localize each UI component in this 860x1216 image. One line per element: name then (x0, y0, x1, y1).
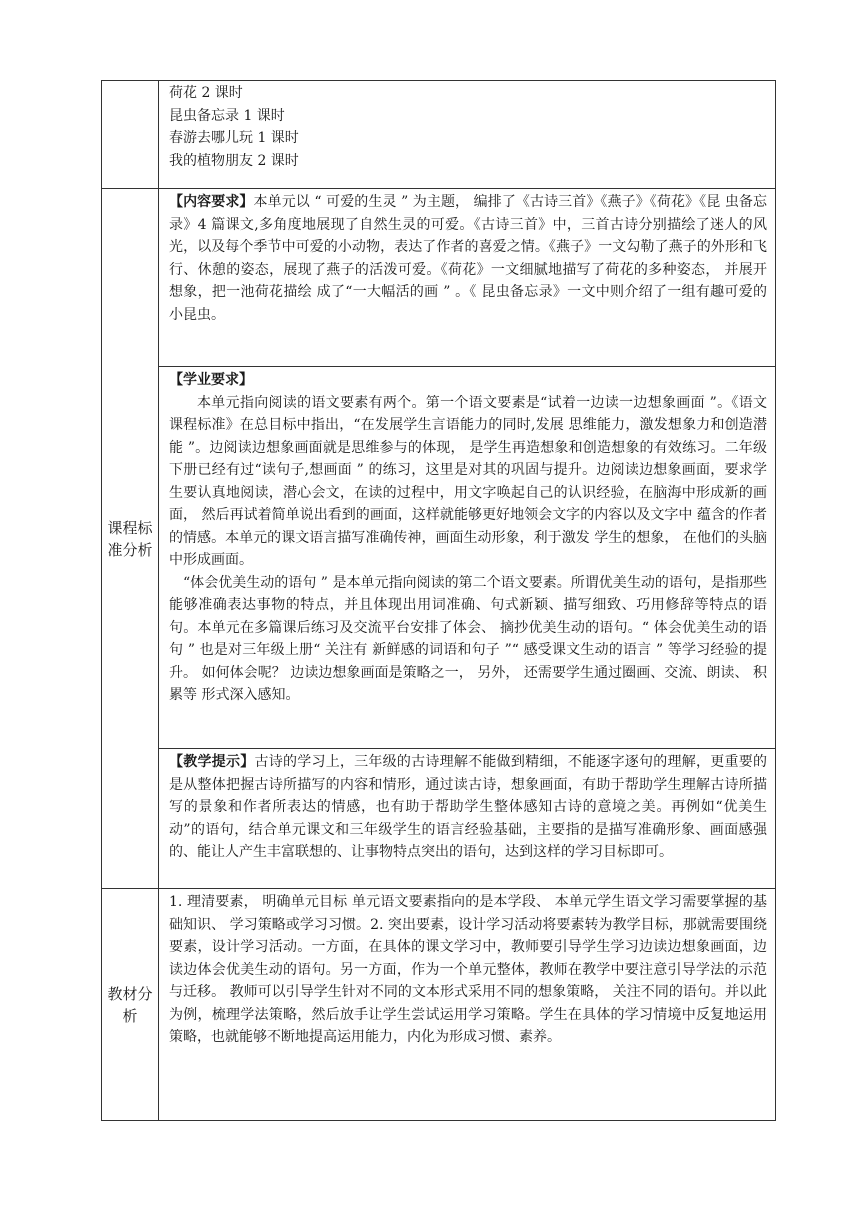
teaching-tips-cell (159, 749, 776, 889)
content-requirement-text: 本单元以 “ 可爱的生灵 ” 为主题， 编排了《古诗三首》《燕子》《荷花》《昆 虫备忘录》4 篇课文,多角度地展现了自然生灵的可爱。《古诗三首》中，三首古诗分别描绘了迷人的风光，以及每个季节中可爱的小动物，表达了作者的喜爱之情。《燕子》一文勾勒了燕子的外形和飞行、休憩的姿态，展现了燕子的活泼可爱。《荷花》一文细腻地描写了荷花的多种姿态， 并展开想象，把一池荷花描绘 成了“一大幅活的画 ” 。《 昆虫备忘录》一文中则介绍了一组有趣可爱的小昆虫。 (169, 194, 768, 323)
textbook-label-cell (102, 889, 159, 1121)
academic-requirement-paragraph-2: “体会优美生动的语句 ” 是本单元指向阅读的第二个语文要素。所谓优美生动的语句，是指那些能够准确表达事物的特点，并且体现出用词准确、句式新颖、描写细致、巧用修辞等特点的语句。本单元在多篇课后练习及交流平台安排了体会、 摘抄优美生动的语句。“ 体会优美生动的语句 ” 也是对三年级上册“ 关注有 新鲜感的词语和句子 ”“ 感受课文生动的语言 ” 等学习经验的提升。 如何体会呢？ 边读边想象画面是策略之一， 另外， 还需要学生通过圈画、交流、朗读、 积累等 形式深入感知。 (169, 574, 767, 703)
textbook-analysis-cell (159, 889, 776, 1121)
schedule-cell (159, 81, 776, 189)
academic-requirement-heading: 【学业要求】 (169, 372, 253, 388)
content-requirement-row (102, 189, 776, 367)
lesson-plan-table (101, 80, 776, 1121)
textbook-analysis-text: 1. 理清要素， 明确单元目标 单元语文要素指向的是本学段、 本单元学生语文学习需要掌握的基础知识、 学习策略或学习习惯。2. 突出要素，设计学习活动将要素转为教学目标，那就需要围绕要素，设计学习活动。一方面，在具体的课文学习中，教师要引导学生学习边读边想象画面，边读边体会优美生动的语句。另一方面，作为一个单元整体，教师在教学中要注意引导学法的示范与迁移。 教师可以引导学生针对不同的文本形式采用不同的想象策略， 关注不同的语句。并以此为例，梳理学法策略，然后放手让学生尝试运用学习策略。学生在具体的学习情境中反复地运用策略，也就能够不断地提高运用能力，内化为形成习惯、素养。 (169, 894, 767, 1045)
schedule-row (102, 81, 776, 189)
schedule-line: 春游去哪儿玩 1 课时 (169, 130, 299, 146)
curriculum-label-cell (102, 189, 159, 889)
content-requirement-heading: 【内容要求】 (169, 194, 254, 210)
textbook-label: 教材分析 (107, 984, 153, 1025)
schedule-line: 我的植物朋友 2 课时 (169, 152, 299, 169)
schedule-label-cell (102, 81, 159, 189)
schedule-line: 昆虫备忘录 1 课时 (169, 107, 285, 124)
teaching-tips-heading: 【教学提示】 (169, 754, 255, 770)
teaching-tips-row (102, 749, 776, 889)
academic-requirement-paragraph-1: 本单元指向阅读的语文要素有两个。第一个语文要素是“试着一边读一边想象画面 ”。《语文课程标准》在总目标中指出，“在发展学生言语能力的同时,发展 思维能力，激发想象力和创造潜能 ”。边阅读边想象画面就是思维参与的体现， 是学生再造想象和创造想象的有效练习。二年级下册已经有过“读句子,想画面 ” 的练习，这里是对其的巩固与提升。边阅读边想象画面，要求学生要认真地阅读，潜心会文，在读的过程中，用文字唤起自己的认识经验，在脑海中形成新的画面， 然后再试着简单说出看到的画面，这样就能够更好地领会文字的内容以及文字中 蕴含的作者的情感。本单元的课文语言描写准确传神，画面生动形象，利于激发 学生的想象， 在他们的头脑中形成画面。 (169, 394, 767, 568)
teaching-tips-text: 古诗的学习上，三年级的古诗理解不能做到精细，不能逐字逐句的理解，更重要的是从整体把握古诗所描写的内容和情形，通过读古诗，想象画面，有助于帮助学生理解古诗所描写的景象和作者所表达的情感，也有助于帮助学生整体感知古诗的意境之美。再例如“优美生动”的语句，结合单元课文和三年级学生的语言经验基础，主要指的是描写准确形象、画面感强的、能让人产生丰富联想的、让事物特点突出的语句，达到这样的学习目标即可。 (169, 754, 768, 860)
content-requirement-cell (159, 189, 776, 367)
curriculum-label: 课程标准分析 (107, 518, 153, 559)
academic-requirement-row (102, 367, 776, 749)
textbook-analysis-row (102, 889, 776, 1121)
academic-requirement-cell (159, 367, 776, 749)
schedule-line: 荷花 2 课时 (169, 85, 243, 101)
